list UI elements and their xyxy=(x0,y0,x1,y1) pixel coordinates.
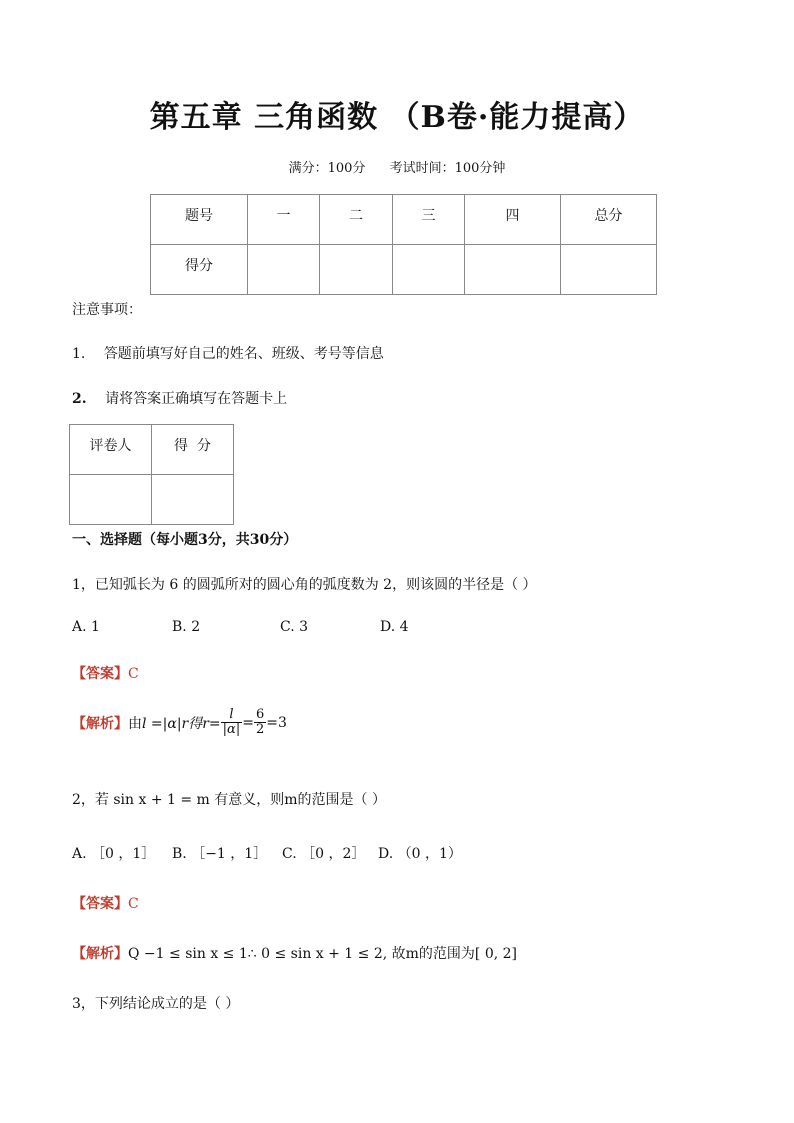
q1-option-a: A. 1 xyxy=(72,619,100,635)
exam-time: 考试时间：100分钟 xyxy=(389,161,506,176)
q1-option-b: B. 2 xyxy=(172,619,201,635)
answer-value: C xyxy=(128,666,139,682)
note-text: 请将答案正确填写在答题卡上 xyxy=(105,391,288,407)
score-cell[interactable] xyxy=(320,245,393,295)
score-table-header-cell: 总分 xyxy=(561,195,657,245)
note-item-2 xyxy=(72,388,287,408)
q1-option-c: C. 3 xyxy=(280,619,309,635)
fraction-denominator: |α| xyxy=(222,722,241,738)
q1-analysis xyxy=(72,708,287,738)
analysis-text: 由 xyxy=(128,715,142,732)
q1-option-d: D. 4 xyxy=(380,619,409,635)
fraction xyxy=(254,708,266,738)
q2-option-d: D. （0 ，1） xyxy=(378,846,462,862)
score-table-header-cell: 四 xyxy=(465,195,561,245)
page-title: 第五章 三角函数 （B卷·能力提高） xyxy=(149,100,645,135)
answer-tag: 【答案】 xyxy=(72,666,128,682)
fraction-numerator: 6 xyxy=(255,707,265,722)
score-cell[interactable] xyxy=(465,245,561,295)
fraction-numerator: l xyxy=(221,708,243,723)
score-table-header-cell: 一 xyxy=(248,195,320,245)
grader-cell[interactable] xyxy=(70,475,152,525)
grader-table xyxy=(69,424,234,525)
answer-tag: 【答案】 xyxy=(72,896,128,912)
question-1-stem: 1，已知弧长为 6 的圆弧所对的圆心角的弧度数为 2，则该圆的半径是（ ） xyxy=(72,577,537,593)
q1-answer xyxy=(72,663,139,683)
question-2-stem: 2，若 sin x + 1 = m 有意义，则m的范围是（ ） xyxy=(72,792,387,808)
note-text: 答题前填写好自己的姓名、班级、考号等信息 xyxy=(103,346,384,362)
equals-sign: = xyxy=(242,714,254,731)
q2-option-c: C. ［0 ，2］ xyxy=(282,846,366,862)
exam-info xyxy=(0,157,794,176)
score-table-score-row xyxy=(151,245,657,295)
score-table-header-cell: 二 xyxy=(320,195,393,245)
note-number: 1. xyxy=(72,346,86,362)
grader-score-cell[interactable] xyxy=(152,475,234,525)
score-table-header-row xyxy=(151,195,657,245)
score-cell[interactable] xyxy=(248,245,320,295)
score-table-header-cell: 三 xyxy=(393,195,465,245)
answer-value: C xyxy=(128,896,139,912)
formula-text: l =|α|r得r= xyxy=(142,715,221,732)
note-item-1 xyxy=(72,343,384,363)
score-cell[interactable] xyxy=(561,245,657,295)
score-row-label: 得分 xyxy=(151,245,248,295)
result-text: =3 xyxy=(266,714,287,731)
analysis-tag: 【解析】 xyxy=(72,715,128,732)
q2-analysis xyxy=(72,943,517,963)
note-number: 2. xyxy=(72,391,87,407)
question-3-stem: 3，下列结论成立的是（ ） xyxy=(72,996,240,1012)
grader-header: 评卷人 xyxy=(70,425,152,475)
fraction xyxy=(221,708,243,738)
full-score: 满分：100分 xyxy=(288,161,366,176)
analysis-text: Q −1 ≤ sin x ≤ 1∴ 0 ≤ sin x + 1 ≤ 2, 故m的范围为[ 0, 2] xyxy=(128,946,518,962)
q2-option-b: B. ［−1 ，1］ xyxy=(172,846,268,862)
score-table-header-cell: 题号 xyxy=(151,195,248,245)
score-table xyxy=(150,194,657,295)
fraction-denominator: 2 xyxy=(255,722,265,738)
score-cell[interactable] xyxy=(393,245,465,295)
q2-option-a: A. ［0 ，1］ xyxy=(72,846,156,862)
analysis-tag: 【解析】 xyxy=(72,946,128,962)
notes-heading: 注意事项： xyxy=(72,302,142,318)
q2-answer xyxy=(72,893,139,913)
section-heading: 一、选择题（每小题3分，共30分） xyxy=(72,532,298,548)
score-header: 得 分 xyxy=(152,425,234,475)
